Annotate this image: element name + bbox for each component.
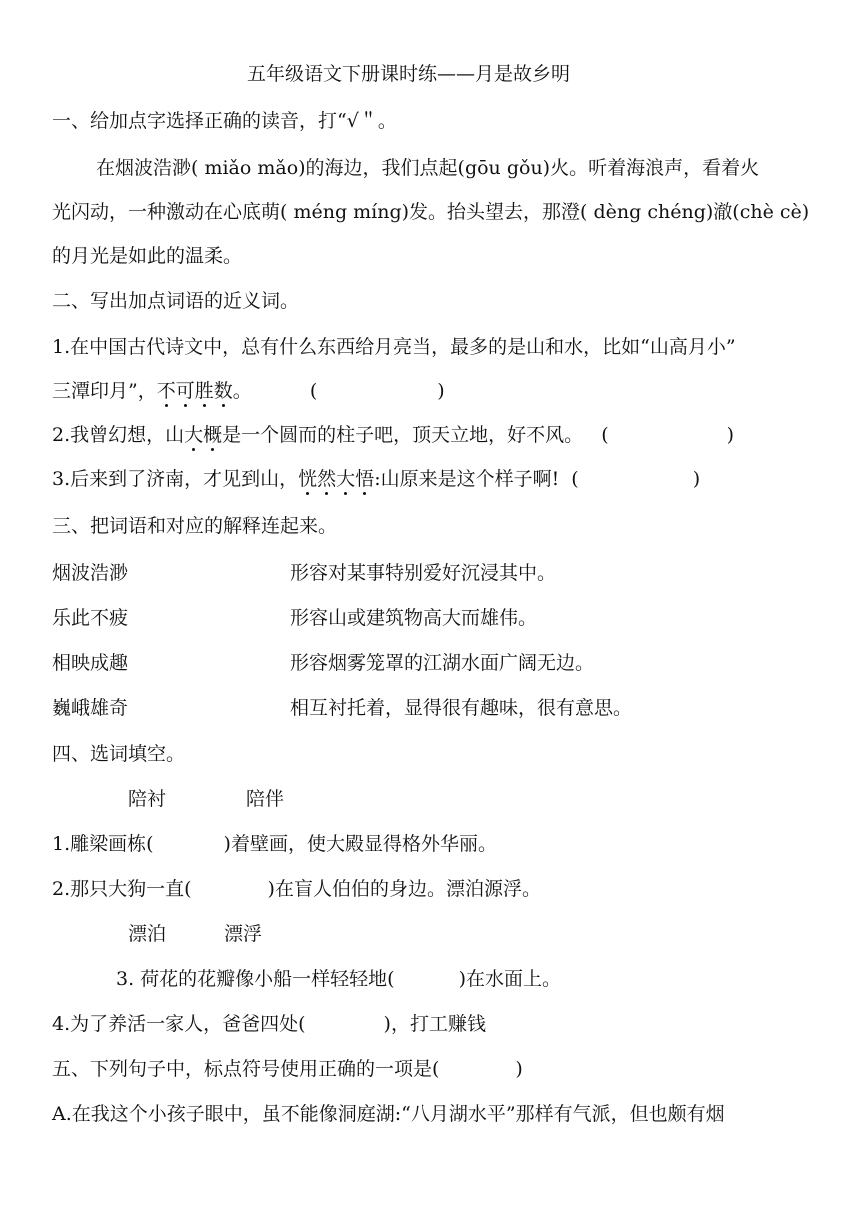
question-text: 1.雕梁画栋( [52,833,154,855]
question-text: ) [515,1058,523,1080]
word-choice-2a: 漂泊 [128,923,167,945]
match-word[interactable]: 乐此不疲 [52,607,129,629]
question-text: 2.我曾幻想，山 [52,424,185,446]
emphasized-char: 胜 [194,380,214,402]
section-2-question-2 [52,422,734,448]
section-1-paragraph-line-1: 在烟波浩渺( miǎo mǎo)的海边，我们点起(gōu gǒu)火。听着海浪声，看着火 [96,157,760,179]
answer-paren-open: ( [571,468,579,490]
answer-paren-open: ( [601,424,609,446]
section-1-heading: 一、给加点字选择正确的读音，打“√＂。 [52,110,397,132]
question-text: 3. 荷花的花瓣像小船一样轻轻地( [116,968,395,990]
emphasized-char: 大 [184,424,204,446]
emphasized-char: 不 [156,380,176,402]
match-explanation[interactable]: 形容山或建筑物高大而雄伟。 [290,607,538,629]
question-text: :山原来是这个样子啊! [374,468,560,490]
match-word[interactable]: 烟波浩渺 [52,562,129,584]
section-4-question-1 [52,831,497,857]
emphasized-char: 数 [213,380,233,402]
answer-paren-close: ) [692,468,701,490]
section-2-question-3 [52,466,700,492]
section-5-heading [52,1056,523,1082]
section-4-question-4 [52,1011,486,1037]
match-explanation[interactable]: 形容对某事特别爱好沉浸其中。 [290,562,557,584]
question-text: )在水面上。 [458,968,562,990]
emphasized-char: 悟 [355,468,375,490]
section-4-question-2 [52,876,541,902]
question-text: 是一个圆而的柱子吧，顶天立地，好不风。 [222,424,584,446]
match-explanation[interactable]: 形容烟雾笼罩的江湖水面广阔无边。 [290,652,595,674]
word-choice-2b: 漂浮 [224,923,263,945]
question-text: 三潭印月”， [52,380,157,402]
emphasized-char: 可 [175,380,195,402]
section-3-heading: 三、把词语和对应的解释连起来。 [52,515,338,537]
question-text: 五、下列句子中，标点符号使用正确的一项是( [52,1058,440,1080]
question-text: )，打工赚钱 [383,1013,486,1035]
answer-paren-open: ( [309,380,318,402]
match-explanation[interactable]: 相互衬托着，显得很有趣味，很有意思。 [290,697,633,719]
question-text: 4.为了养活一家人，爸爸四处( [52,1013,306,1035]
question-text: 2.那只大狗一直( [52,878,192,900]
section-4-heading: 四、选词填空。 [52,743,186,765]
emphasized-char: 大 [336,468,356,490]
question-text: )着壁画，使大殿显得格外华丽。 [223,833,497,855]
answer-paren-close: ) [726,424,735,446]
match-word[interactable]: 巍峨雄奇 [52,697,129,719]
section-2-question-1-line-2 [52,378,445,404]
question-text: )在盲人伯伯的身边。漂泊源浮。 [267,878,541,900]
match-word[interactable]: 相映成趣 [52,652,129,674]
option-a[interactable]: A.在我这个小孩子眼中，虽不能像洞庭湖:“八月湖水平”那样有气派，但也颇有烟 [52,1103,725,1125]
section-1-paragraph-line-2: 光闪动，一种激动在心底萌( méng míng)发。抬头望去，那澄( dèng chéng)澈(chè cè) [52,201,810,223]
word-choice-1b: 陪伴 [246,788,285,810]
section-4-question-3 [116,966,561,992]
question-text: 。 [232,380,252,402]
answer-paren-close: ) [437,380,445,402]
emphasized-char: 然 [317,468,337,490]
section-2-heading: 二、写出加点词语的近义词。 [52,290,300,312]
question-text: 3.后来到了济南，才见到山， [52,468,299,490]
section-1-paragraph-line-3: 的月光是如此的温柔。 [52,245,243,267]
emphasized-char: 概 [203,424,223,446]
section-2-question-1-line-1: 1.在中国古代诗文中，总有什么东西给月亮当，最多的是山和水，比如“山高月小” [52,336,736,358]
emphasized-char: 恍 [298,468,318,490]
page-title: 五年级语文下册课时练——月是故乡明 [247,63,571,85]
word-choice-1a: 陪衬 [128,788,167,810]
